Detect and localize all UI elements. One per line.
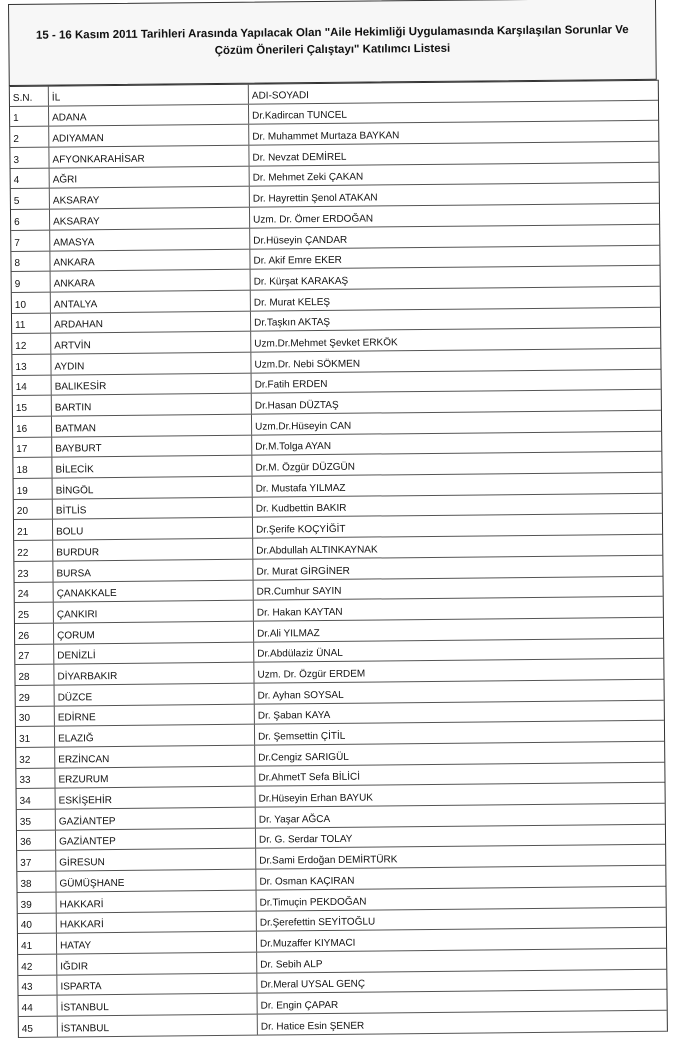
row-sn: 9 — [12, 272, 51, 292]
row-name: Dr.M. Özgür DÜZGÜN — [255, 461, 355, 474]
row-name: Dr.Fatih ERDEN — [254, 379, 328, 391]
row-name: Dr.Hasan DÜZTAŞ — [254, 399, 339, 412]
row-sn: 39 — [18, 892, 57, 912]
row-name: Dr. Nevzat DEMİREL — [252, 151, 347, 164]
row-sn: 17 — [13, 437, 52, 457]
row-il: BATMAN — [52, 415, 252, 437]
row-il: İSTANBUL — [58, 1015, 258, 1037]
row-il: AYDIN — [51, 353, 251, 375]
row-name: Dr.Abdullah ALTINKAYNAK — [256, 544, 378, 557]
row-name: Dr.M.Tolga AYAN — [255, 441, 332, 454]
row-sn: 14 — [13, 375, 52, 395]
row-sn: 26 — [15, 623, 54, 643]
header-sn: S.N. — [10, 87, 49, 106]
row-il: BALIKESİR — [52, 373, 252, 395]
row-sn: 36 — [17, 830, 56, 850]
row-name: Dr. Hayrettin Şenol ATAKAN — [252, 192, 378, 205]
row-il: ARTVİN — [51, 332, 251, 354]
title-text: 15 - 16 Kasım 2011 Tarihleri Arasında Yapılacak Olan "Aile Hekimliği Uygulamasında Karşılaşılan Sorunlar Ve Çözüm Önerileri Çalıştayı" Katılımcı Listesi — [35, 24, 629, 58]
row-sn: 40 — [18, 913, 57, 933]
row-name: Dr. Kudbettin BAKIR — [255, 503, 347, 516]
row-name: Dr.Şerefettin SEYİTOĞLU — [259, 916, 376, 929]
row-name: Dr.Timuçin PEKDOĞAN — [259, 896, 367, 909]
row-sn: 30 — [16, 706, 55, 726]
row-il: AKSARAY — [50, 187, 250, 209]
row-name: Dr. Şaban KAYA — [257, 710, 331, 722]
row-il: IĞDIR — [57, 953, 257, 975]
row-sn: 34 — [17, 789, 56, 809]
document-page — [8, 0, 666, 1035]
row-sn: 44 — [19, 996, 58, 1016]
row-sn: 33 — [16, 768, 55, 788]
row-sn: 4 — [11, 168, 50, 188]
row-name: Dr. Akif Emre EKER — [253, 254, 342, 267]
row-il: ESKİŞEHİR — [56, 787, 256, 809]
row-sn: 21 — [14, 520, 53, 540]
row-il: DİYARBAKIR — [54, 663, 254, 685]
row-name: Dr. Osman KAÇIRAN — [259, 875, 355, 888]
row-il: HAKKARİ — [57, 911, 257, 933]
row-name: Dr. Kürşat KARAKAŞ — [253, 275, 349, 288]
header-il: İL — [49, 85, 249, 106]
row-il: ÇANAKKALE — [54, 580, 254, 602]
row-il: BİNGÖL — [53, 477, 253, 499]
row-il: BİLECİK — [52, 456, 252, 478]
row-il: ISPARTA — [57, 973, 257, 995]
row-sn: 37 — [17, 851, 56, 871]
row-sn: 5 — [11, 189, 50, 209]
row-il: ADANA — [49, 104, 249, 126]
row-name: Uzm. Dr. Ömer ERDOĞAN — [253, 213, 374, 226]
row-il: GÜMÜŞHANE — [56, 870, 256, 892]
row-sn: 32 — [16, 748, 55, 768]
header-name: ADI-SOYADI — [251, 89, 309, 102]
row-il: HATAY — [57, 932, 257, 954]
row-name: Dr.Taşkın AKTAŞ — [254, 317, 331, 329]
row-name: Dr. G. Serdar TOLAY — [258, 834, 353, 847]
row-name: Dr. Mehmet Zeki ÇAKAN — [252, 172, 364, 185]
row-sn: 27 — [15, 644, 54, 664]
row-il: AMASYA — [50, 228, 250, 250]
row-sn: 8 — [11, 251, 50, 271]
row-name: Dr. Engin ÇAPAR — [260, 999, 339, 1012]
row-sn: 11 — [12, 313, 51, 333]
row-name: Dr. Hakan KAYTAN — [256, 606, 343, 619]
row-name: Dr.Şerife KOÇYİĞİT — [256, 523, 346, 536]
row-il: BURDUR — [53, 539, 253, 561]
row-name: Dr.Kadircan TUNCEL — [252, 110, 347, 123]
document-title — [8, 0, 657, 86]
row-sn: 10 — [12, 292, 51, 312]
row-sn: 41 — [18, 934, 57, 954]
row-name: Dr.Hüseyin Erhan BAYUK — [258, 792, 374, 805]
row-il: GAZİANTEP — [56, 808, 256, 830]
row-sn: 18 — [13, 458, 52, 478]
row-name: Dr.Sami Erdoğan DEMİRTÜRK — [259, 854, 398, 867]
row-name: Dr.AhmetT Sefa BİLİCİ — [258, 772, 361, 785]
row-name: Dr.Hüseyin ÇANDAR — [253, 234, 348, 247]
row-sn: 20 — [14, 499, 53, 519]
row-sn: 23 — [14, 561, 53, 581]
row-name: Uzm.Dr.Hüseyin CAN — [255, 420, 352, 433]
row-sn: 24 — [15, 582, 54, 602]
row-il: DÜZCE — [55, 684, 255, 706]
row-il: ERZİNCAN — [55, 746, 255, 768]
row-sn: 7 — [11, 230, 50, 250]
row-name: Dr.Meral UYSAL GENÇ — [260, 978, 366, 991]
row-name: Dr. Şemsettin ÇİTİL — [257, 730, 346, 743]
row-sn: 38 — [17, 872, 56, 892]
row-il: HAKKARİ — [57, 890, 257, 912]
row-sn: 3 — [10, 148, 49, 168]
row-sn: 43 — [18, 975, 57, 995]
row-name: Dr. Muhammet Murtaza BAYKAN — [252, 130, 400, 143]
row-sn: 31 — [16, 727, 55, 747]
row-sn: 13 — [12, 355, 51, 375]
row-sn: 15 — [13, 396, 52, 416]
row-sn: 22 — [14, 541, 53, 561]
row-name: Dr.Cengiz SARIGÜL — [258, 751, 349, 764]
row-name: Dr.Muzaffer KIYMACI — [259, 937, 356, 950]
row-il: BAYBURT — [52, 435, 252, 457]
row-name: Dr. Murat GİRGİNER — [256, 565, 350, 578]
row-sn: 19 — [14, 479, 53, 499]
row-name: Dr. Yaşar AĞCA — [258, 813, 331, 826]
row-il: BOLU — [53, 518, 253, 540]
row-il: ARDAHAN — [51, 311, 251, 333]
row-name: Uzm.Dr.Mehmet Şevket ERKÖK — [254, 337, 398, 350]
row-il: BURSA — [53, 559, 253, 581]
row-il: ÇANKIRI — [54, 601, 254, 623]
row-sn: 6 — [11, 210, 50, 230]
row-sn: 16 — [13, 417, 52, 437]
row-name: Dr. Sebih ALP — [260, 958, 323, 971]
row-il: DENİZLİ — [54, 642, 254, 664]
row-sn: 45 — [19, 1017, 58, 1037]
row-name: Uzm.Dr. Nebi SÖKMEN — [254, 358, 361, 371]
row-il: İSTANBUL — [58, 994, 258, 1016]
row-sn: 28 — [15, 665, 54, 685]
row-name: Dr. Murat KELEŞ — [253, 296, 331, 309]
row-il: BİTLİS — [53, 497, 253, 519]
row-name: Uzm. Dr. Özgür ERDEM — [257, 668, 366, 681]
row-il: ANKARA — [50, 249, 250, 271]
row-il: ADIYAMAN — [49, 125, 249, 147]
row-sn: 1 — [10, 106, 49, 126]
row-il: AĞRI — [50, 166, 250, 188]
row-sn: 35 — [17, 810, 56, 830]
row-il: AKSARAY — [50, 208, 250, 230]
row-name: Dr.Ali YILMAZ — [257, 627, 320, 640]
row-il: GAZİANTEP — [56, 828, 256, 850]
row-il: AFYONKARAHİSAR — [49, 146, 249, 168]
row-il: ANKARA — [51, 270, 251, 292]
row-il: ANTALYA — [51, 291, 251, 313]
row-name: Dr. Ayhan SOYSAL — [257, 689, 344, 702]
row-il: ELAZIĞ — [55, 725, 255, 747]
participant-table — [9, 80, 668, 1038]
row-name: Dr. Hatice Esin ŞENER — [260, 1020, 365, 1033]
row-name: DR.Cumhur SAYIN — [256, 586, 342, 598]
row-il: EDİRNE — [55, 704, 255, 726]
row-sn: 2 — [10, 127, 49, 147]
row-name: Dr.Abdülaziz ÜNAL — [257, 648, 343, 660]
row-sn: 29 — [16, 686, 55, 706]
row-il: GİRESUN — [56, 849, 256, 871]
row-sn: 42 — [18, 954, 57, 974]
row-il: ERZURUM — [55, 766, 255, 788]
row-il: ÇORUM — [54, 622, 254, 644]
row-sn: 25 — [15, 603, 54, 623]
row-name: Dr. Mustafa YILMAZ — [255, 482, 346, 495]
row-il: BARTIN — [52, 394, 252, 416]
row-sn: 12 — [12, 334, 51, 354]
